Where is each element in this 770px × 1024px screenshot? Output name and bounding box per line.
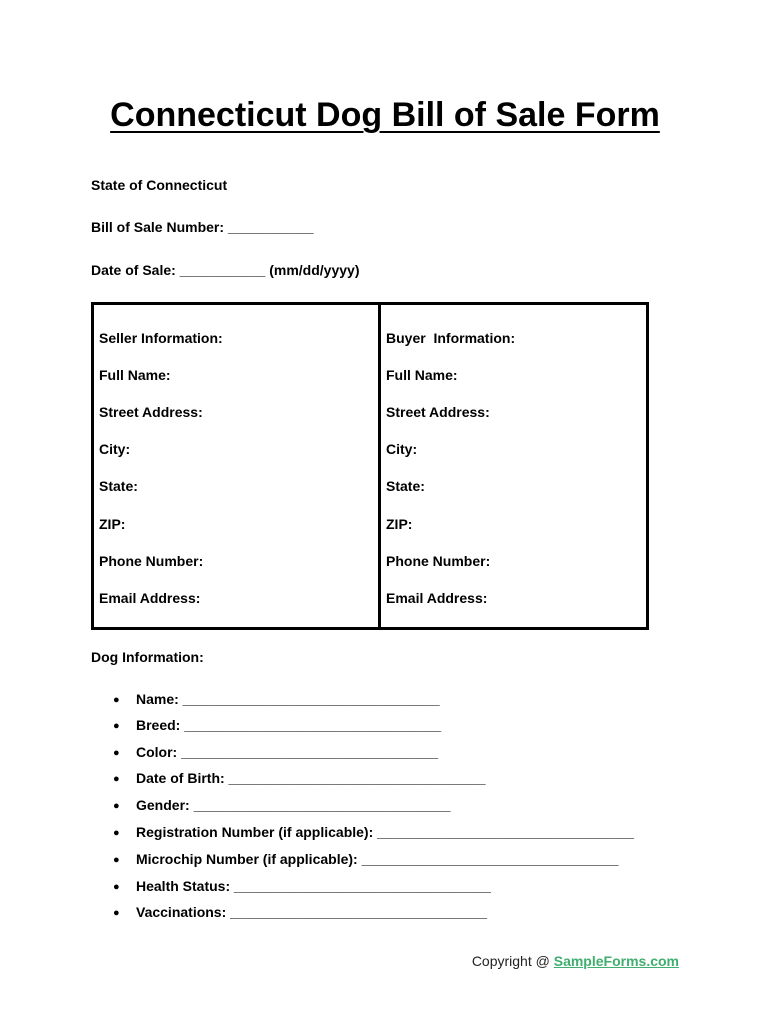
list-item-dog-vaccinations <box>113 903 487 922</box>
bill-number-line: Bill of Sale Number: ___________ <box>91 219 314 235</box>
bullet-icon: ● <box>113 907 120 919</box>
sampleforms-link[interactable]: SampleForms.com <box>553 953 679 969</box>
dog-microchip-field: Microchip Number (if applicable): _________________________________ <box>136 851 619 867</box>
bullet-icon: ● <box>113 773 120 785</box>
seller-phone-label: Phone Number: <box>99 553 204 569</box>
seller-city-label: City: <box>99 441 131 457</box>
buyer-zip-label: ZIP: <box>386 516 413 532</box>
seller-street-address-label: Street Address: <box>99 404 203 420</box>
bullet-icon: ● <box>113 854 120 866</box>
copyright-prefix: Copyright @ <box>471 953 554 969</box>
seller-email-label: Email Address: <box>99 590 201 606</box>
party-information-table <box>91 302 649 630</box>
dog-vaccinations-field: Vaccinations: _________________________________ <box>136 904 488 920</box>
bullet-icon: ● <box>113 747 120 759</box>
buyer-city-label: City: <box>386 441 418 457</box>
seller-full-name-label: Full Name: <box>99 367 171 383</box>
buyer-email-label: Email Address: <box>386 590 488 606</box>
buyer-street-address-label: Street Address: <box>386 404 490 420</box>
buyer-information-column <box>381 305 646 627</box>
seller-information-column <box>94 305 381 627</box>
bullet-icon: ● <box>113 827 120 839</box>
buyer-full-name-label: Full Name: <box>386 367 458 383</box>
copyright-footer <box>472 952 679 970</box>
list-item-dog-name <box>113 690 440 709</box>
buyer-state-label: State: <box>386 478 425 494</box>
list-item-dog-gender <box>113 796 451 815</box>
list-item-dog-breed <box>113 716 441 735</box>
date-of-sale-line: Date of Sale: ___________ (mm/dd/yyyy) <box>91 262 360 278</box>
seller-state-label: State: <box>99 478 138 494</box>
dog-registration-field: Registration Number (if applicable): _________________________________ <box>136 824 635 840</box>
seller-heading: Seller Information: <box>99 330 223 346</box>
buyer-phone-label: Phone Number: <box>386 553 491 569</box>
list-item-dog-color <box>113 743 438 762</box>
buyer-heading: Buyer Information: <box>386 330 516 346</box>
dog-date-of-birth-field: Date of Birth: _________________________________ <box>136 770 486 786</box>
dog-color-field: Color: _________________________________ <box>136 744 439 760</box>
list-item-dog-microchip <box>113 850 619 869</box>
list-item-dog-registration <box>113 823 634 842</box>
state-line: State of Connecticut <box>91 177 228 193</box>
document-title: Connecticut Dog Bill of Sale Form <box>110 96 660 134</box>
list-item-dog-date-of-birth <box>113 769 486 788</box>
dog-breed-field: Breed: _________________________________ <box>136 717 442 733</box>
bullet-icon: ● <box>113 881 120 893</box>
bullet-icon: ● <box>113 800 120 812</box>
seller-zip-label: ZIP: <box>99 516 126 532</box>
bullet-icon: ● <box>113 720 120 732</box>
dog-information-heading: Dog Information: <box>91 649 204 665</box>
dog-name-field: Name: _________________________________ <box>136 691 440 707</box>
list-item-dog-health-status <box>113 877 491 896</box>
dog-gender-field: Gender: _________________________________ <box>136 797 451 813</box>
dog-health-status-field: Health Status: _________________________________ <box>136 878 491 894</box>
bullet-icon: ● <box>113 694 120 706</box>
